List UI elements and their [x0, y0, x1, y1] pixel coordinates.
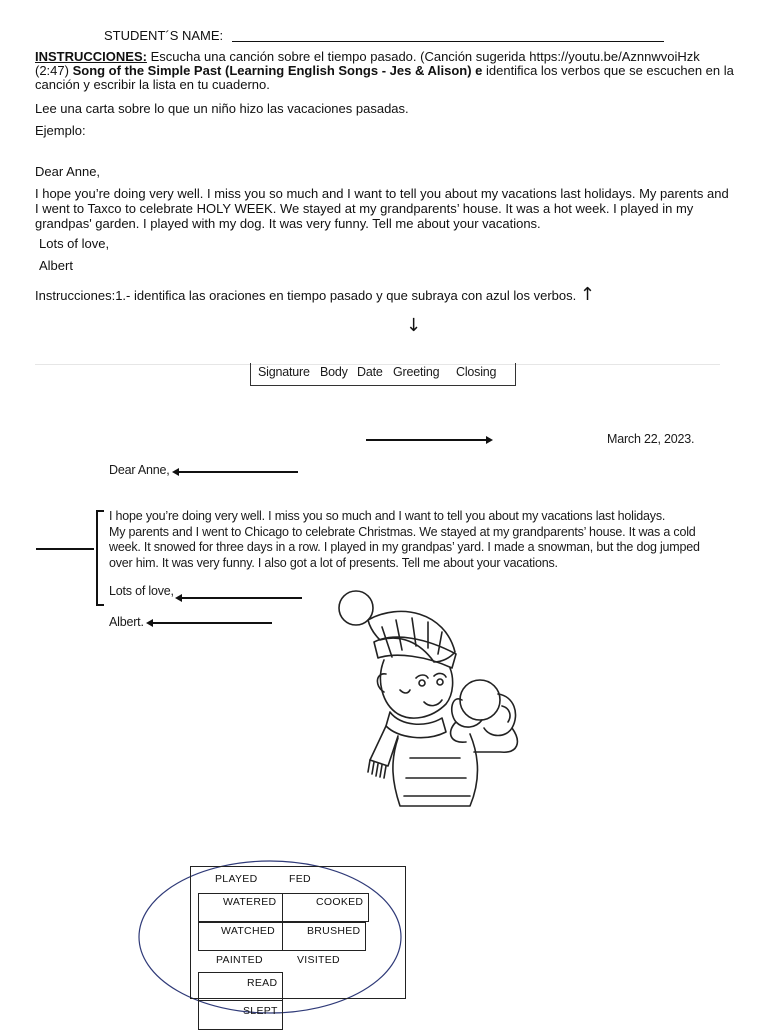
- diagram-date: March 22, 2023.: [607, 432, 695, 446]
- example-label: Ejemplo:: [35, 123, 86, 138]
- diagram-greeting: Dear Anne,: [109, 463, 170, 477]
- arrow-up-icon: ↑: [579, 284, 595, 305]
- body-bracket: [96, 510, 104, 606]
- label-body: Body: [320, 365, 348, 379]
- verb-brushed: BRUSHED: [307, 925, 361, 937]
- instructions-title: INSTRUCCIONES:: [35, 49, 147, 64]
- label-greeting: Greeting: [393, 365, 440, 379]
- verb-visited: VISITED: [297, 954, 340, 966]
- arrow-right-icon: [486, 436, 493, 444]
- arrow-down-icon: ↓: [406, 315, 422, 336]
- instructions-text-1: Escucha una canción sobre el tiempo pasado. (Canción sugerida https://youtu.be/AznnwvoiHzk (2:47): [35, 49, 700, 78]
- diagram-body-line: My parents and I went to Chicago to celebrate Christmas. We stayed at my grandparents’ house. It was a cold: [109, 524, 696, 539]
- task-instruction: [35, 284, 735, 305]
- letter-body: I hope you’re doing very well. I miss you so much and I want to tell you about my vacations last holidays. My parents and I went to Taxco to celebrate HOLY WEEK. We stayed at my grandparents’ house. It was a hot week. I played in my grandpas' garden. I played with my dog. It was very funny. Tell me about your vacations.: [35, 186, 729, 231]
- song-title: Song of the Simple Past (Learning English Songs - Jes & Alison) e: [72, 63, 483, 78]
- date-blank-arrow: [366, 439, 488, 441]
- verb-slept: SLEPT: [243, 1005, 278, 1017]
- closing-blank-line: [181, 597, 302, 599]
- instructions-paragraph: [35, 50, 735, 92]
- boy-in-winter-hat-illustration: [330, 582, 540, 810]
- letter-greeting: Dear Anne,: [35, 164, 101, 179]
- label-signature: Signature: [258, 365, 310, 379]
- verb-watched: WATCHED: [221, 925, 276, 937]
- verb-painted: PAINTED: [216, 954, 263, 966]
- letter-parts-word-box: [250, 363, 516, 386]
- verb-watered: WATERED: [223, 896, 277, 908]
- verb-read: READ: [247, 977, 278, 989]
- signature-blank-line: [152, 622, 272, 624]
- task-instruction-text: Instrucciones:1.- identifica las oraciones en tiempo pasado y que subraya con azul los verbos.: [35, 288, 577, 303]
- label-date: Date: [357, 365, 383, 379]
- greeting-blank-line: [178, 471, 298, 473]
- read-letter-line: Lee una carta sobre lo que un niño hizo las vacaciones pasadas.: [35, 101, 409, 116]
- diagram-body: [109, 509, 709, 571]
- instructions-text-2: identifica los verbos que se escuchen en la canción y escribir la lista en tu cuaderno.: [35, 63, 734, 92]
- diagram-body-line: week. It snowed for three days in a row. I played in my grandpas’ yard. I made a snowman, but the dog jumped: [109, 540, 700, 554]
- diagram-signature: Albert.: [109, 615, 144, 629]
- body-blank-line: [36, 548, 94, 550]
- student-name-line[interactable]: [232, 41, 664, 42]
- diagram-body-line: over him. It was very funny. I also got a lot of presents. Tell me about your vacations.: [109, 555, 558, 570]
- verb-fed: FED: [289, 873, 311, 885]
- letter-signature: Albert: [39, 258, 73, 273]
- student-name-label: STUDENT´S NAME:: [104, 28, 224, 43]
- letter-closing: Lots of love,: [39, 236, 110, 251]
- verb-played: PLAYED: [215, 873, 258, 885]
- diagram-body-line: I hope you’re doing very well. I miss you so much and I want to tell you about my vacations last holidays.: [109, 509, 666, 523]
- label-closing: Closing: [456, 365, 497, 379]
- verb-cooked: COOKED: [316, 896, 364, 908]
- diagram-closing: Lots of love,: [109, 584, 174, 598]
